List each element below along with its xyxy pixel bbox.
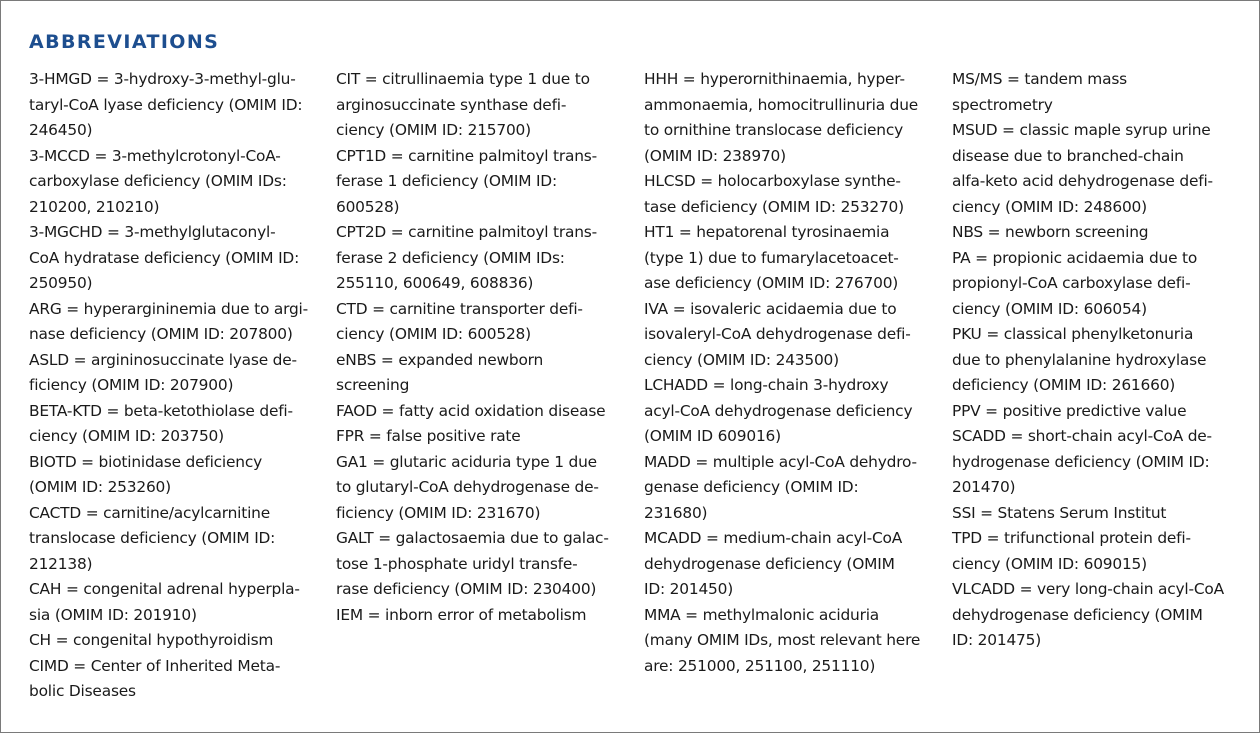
- abbreviation-line: (OMIM ID: 253260): [29, 478, 171, 496]
- abbreviation-line: due to phenylalanine hydroxylase: [952, 350, 1207, 369]
- abbreviation-line: CAH = congenital adrenal hyperpla-: [29, 580, 300, 598]
- abbreviations-column-3: [644, 67, 934, 679]
- abbreviation-line: ciency (OMIM ID: 243500): [644, 350, 839, 369]
- abbreviation-line: 255110, 600649, 608836): [336, 274, 534, 292]
- abbreviation-line: 250950): [29, 274, 93, 292]
- abbreviation-line: eNBS = expanded newborn: [336, 350, 544, 369]
- abbreviation-line: propionyl-CoA carboxylase defi-: [952, 274, 1191, 292]
- abbreviation-line: PA = propionic acidaemia due to: [952, 248, 1198, 267]
- abbreviation-line: sia (OMIM ID: 201910): [29, 605, 197, 624]
- abbreviation-line: CPT1D = carnitine palmitoyl trans-: [336, 146, 597, 165]
- abbreviation-line: (OMIM ID: 238970): [644, 146, 786, 165]
- abbreviation-line: 3-MCCD = 3-methylcrotonyl-CoA-: [29, 146, 281, 165]
- abbreviation-line: FAOD = fatty acid oxidation disease: [336, 401, 606, 420]
- abbreviation-line: HT1 = hepatorenal tyrosinaemia: [644, 223, 890, 241]
- abbreviation-line: CPT2D = carnitine palmitoyl trans-: [336, 223, 597, 241]
- abbreviation-line: ciency (OMIM ID: 248600): [952, 197, 1147, 216]
- abbreviation-line: ciency (OMIM ID: 606054): [952, 299, 1147, 318]
- abbreviation-line: GALT = galactosaemia due to galac-: [336, 529, 609, 547]
- abbreviation-line: MSUD = classic maple syrup urine: [952, 121, 1211, 139]
- abbreviation-line: FPR = false positive rate: [336, 427, 521, 445]
- abbreviation-line: ciency (OMIM ID: 609015): [952, 554, 1147, 573]
- abbreviation-line: tose 1-phosphate uridyl transfe-: [336, 554, 578, 573]
- abbreviation-line: HLCSD = holocarboxylase synthe-: [644, 172, 901, 190]
- abbreviation-line: disease due to branched-chain: [952, 146, 1184, 165]
- abbreviation-line: (OMIM ID 609016): [644, 427, 781, 445]
- abbreviation-line: (type 1) due to fumarylacetoacet-: [644, 248, 899, 267]
- abbreviation-line: TPD = trifunctional protein defi-: [952, 529, 1191, 547]
- abbreviation-line: BIOTD = biotinidase deficiency: [29, 452, 262, 471]
- abbreviation-line: ase deficiency (OMIM ID: 276700): [644, 274, 899, 292]
- abbreviation-line: PPV = positive predictive value: [952, 401, 1187, 420]
- abbreviation-line: CIMD = Center of Inherited Meta-: [29, 656, 281, 675]
- abbreviation-line: ciency (OMIM ID: 203750): [29, 427, 224, 445]
- abbreviation-line: 201470): [952, 478, 1016, 496]
- abbreviation-line: spectrometry: [952, 95, 1053, 114]
- abbreviation-line: (many OMIM IDs, most relevant here: [644, 631, 921, 649]
- abbreviation-line: deficiency (OMIM ID: 261660): [952, 376, 1176, 394]
- abbreviation-line: ferase 1 deficiency (OMIM ID:: [336, 172, 557, 190]
- abbreviation-line: dehydrogenase deficiency (OMIM: [644, 554, 895, 573]
- abbreviation-line: CIT = citrullinaemia type 1 due to: [336, 70, 590, 88]
- abbreviation-line: ficiency (OMIM ID: 231670): [336, 503, 541, 522]
- abbreviation-line: CACTD = carnitine/acylcarnitine: [29, 503, 270, 522]
- abbreviation-line: taryl-CoA lyase deficiency (OMIM ID:: [29, 95, 303, 114]
- abbreviation-line: acyl-CoA dehydrogenase deficiency: [644, 401, 913, 420]
- abbreviation-line: VLCADD = very long-chain acyl-CoA: [952, 580, 1224, 598]
- abbreviation-line: MADD = multiple acyl-CoA dehydro-: [644, 452, 917, 471]
- abbreviation-line: translocase deficiency (OMIM ID:: [29, 529, 276, 547]
- abbreviation-line: to ornithine translocase deficiency: [644, 121, 904, 139]
- abbreviation-line: screening: [336, 376, 410, 394]
- abbreviation-line: tase deficiency (OMIM ID: 253270): [644, 197, 904, 216]
- abbreviation-line: isovaleryl-CoA dehydrogenase defi-: [644, 325, 911, 343]
- abbreviation-line: ferase 2 deficiency (OMIM IDs:: [336, 248, 565, 267]
- abbreviations-heading: ABBREVIATIONS: [29, 31, 220, 53]
- abbreviation-line: ID: 201475): [952, 631, 1042, 649]
- abbreviation-line: nase deficiency (OMIM ID: 207800): [29, 325, 293, 343]
- abbreviation-line: alfa-keto acid dehydrogenase defi-: [952, 172, 1213, 190]
- abbreviation-line: IEM = inborn error of metabolism: [336, 605, 587, 624]
- abbreviation-line: CTD = carnitine transporter defi-: [336, 299, 583, 318]
- abbreviation-line: SCADD = short-chain acyl-CoA de-: [952, 427, 1212, 445]
- abbreviation-line: dehydrogenase deficiency (OMIM: [952, 605, 1203, 624]
- abbreviation-line: NBS = newborn screening: [952, 223, 1149, 241]
- abbreviation-line: carboxylase deficiency (OMIM IDs:: [29, 172, 287, 190]
- abbreviation-line: ammonaemia, homocitrullinuria due: [644, 95, 919, 114]
- abbreviation-line: ID: 201450): [644, 580, 734, 598]
- abbreviation-line: LCHADD = long-chain 3-hydroxy: [644, 376, 889, 394]
- abbreviation-line: hydrogenase deficiency (OMIM ID:: [952, 452, 1210, 471]
- abbreviations-column-4: [952, 67, 1242, 654]
- abbreviation-line: MS/MS = tandem mass: [952, 70, 1127, 88]
- abbreviation-line: IVA = isovaleric acidaemia due to: [644, 299, 897, 318]
- abbreviations-column-1: [29, 67, 319, 705]
- abbreviation-line: bolic Diseases: [29, 682, 136, 700]
- abbreviation-line: 212138): [29, 554, 93, 573]
- abbreviation-line: PKU = classical phenylketonuria: [952, 325, 1194, 343]
- abbreviation-line: ciency (OMIM ID: 215700): [336, 121, 531, 139]
- abbreviation-line: CoA hydratase deficiency (OMIM ID:: [29, 248, 300, 267]
- abbreviation-line: arginosuccinate synthase defi-: [336, 95, 567, 114]
- abbreviation-line: 246450): [29, 121, 93, 139]
- abbreviation-line: to glutaryl-CoA dehydrogenase de-: [336, 478, 599, 496]
- abbreviation-line: 3-MGCHD = 3-methylglutaconyl-: [29, 223, 276, 241]
- abbreviation-line: SSI = Statens Serum Institut: [952, 503, 1167, 522]
- abbreviation-line: ASLD = argininosuccinate lyase de-: [29, 350, 297, 369]
- abbreviation-line: 600528): [336, 197, 400, 216]
- abbreviation-line: MMA = methylmalonic aciduria: [644, 605, 880, 624]
- abbreviation-line: ARG = hyperargininemia due to argi-: [29, 299, 308, 318]
- abbreviation-line: ficiency (OMIM ID: 207900): [29, 376, 234, 394]
- abbreviation-line: CH = congenital hypothyroidism: [29, 631, 274, 649]
- abbreviation-line: BETA-KTD = beta-ketothiolase defi-: [29, 401, 293, 420]
- abbreviations-column-2: [336, 67, 626, 628]
- abbreviation-line: 3-HMGD = 3-hydroxy-3-methyl-glu-: [29, 70, 296, 88]
- abbreviation-line: genase deficiency (OMIM ID:: [644, 478, 859, 496]
- abbreviation-line: rase deficiency (OMIM ID: 230400): [336, 580, 597, 598]
- abbreviation-line: 231680): [644, 503, 708, 522]
- abbreviation-line: MCADD = medium-chain acyl-CoA: [644, 529, 903, 547]
- abbreviation-line: 210200, 210210): [29, 197, 160, 216]
- abbreviation-line: GA1 = glutaric aciduria type 1 due: [336, 452, 597, 471]
- abbreviation-line: HHH = hyperornithinaemia, hyper-: [644, 70, 905, 88]
- abbreviation-line: ciency (OMIM ID: 600528): [336, 325, 531, 343]
- abbreviation-line: are: 251000, 251100, 251110): [644, 656, 876, 675]
